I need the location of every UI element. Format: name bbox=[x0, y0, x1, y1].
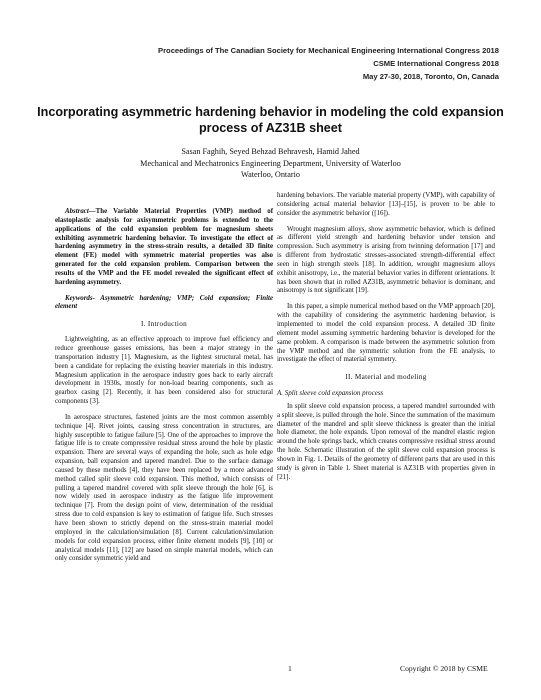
keywords-text: Asymmetric hardening; VMP; Cold expansion; Finite element bbox=[55, 294, 273, 311]
page-number: 1 bbox=[288, 664, 292, 673]
abstract-label: Abstract— bbox=[65, 208, 96, 215]
author-location: Waterloo, Ontario bbox=[241, 170, 300, 179]
paragraph: Lightweighting, as an effective approach to improve fuel efficiency and reduce greenhouse gasses emissions, has been a major strategy in the transportation industry [1]. Magnesium, as the lightest structural metal, has been a candidate for replacing the existing heavier materials in this industry. Magnesium application in the aerospace industry goes back to early aircraft development in 1930s, mostly for non-load bearing components, such as gearbox casing [2]. Recently, it has been considered also for structural components [3]. bbox=[55, 336, 273, 406]
paper-title: Incorporating asymmetric hardening behavior in modeling the cold expansion process of AZ31B sheet bbox=[37, 105, 504, 135]
subsection-heading: A. Split sleeve cold expansion process bbox=[277, 389, 384, 398]
keywords bbox=[55, 295, 273, 313]
paragraph: Wrought magnesium alloys, show asymmetric behavior, which is defined as different yield strength and hardening behavior under tension and compression. Such asymmetry is arising from twinning deformation [17] and is different from hydrostatic stresses-associated strength-differential effect seen in high strength steels [18]. In addition, wrought magnesium alloys exhibit anisotropy, i.e., the material behavior varies in different orientations. It has been shown that in rolled AZ31B, asymmetric behavior is dominant, and anisotropy is not significant [19]. bbox=[277, 225, 495, 295]
congress-name: CSME International Congress 2018 bbox=[373, 59, 499, 68]
author-affiliation: Mechanical and Mechatronics Engineering Department, University of Waterloo bbox=[140, 158, 401, 168]
paragraph: In this paper, a simple numerical method based on the VMP approach [20], with the capability of considering the asymmetric hardening behavior, is implemented to model the cold expansion process. A detailed 3D finite element model assuming symmetric hardening behavior is developed for the same problem. A comparison is made between the asymmetric solution from the VMP method and the symmetric solution from the FE analysis, to investigate the effect of material symmetry. bbox=[277, 303, 495, 364]
copyright-notice: Copyright © 2018 by CSME bbox=[400, 664, 488, 673]
paragraph: hardening behaviors. The variable material property (VMP), with capability of considering actual material behavior [13]–[15], is proven to be able to consider the asymmetric behavior ([16]). bbox=[277, 192, 495, 217]
paragraph: In split sleeve cold expansion process, a tapered mandrel surrounded with a split sleeve, is pulled through the hole. Since the summation of the maximum diameter of the mandrel and split sleeve thickness is greater than the initial hole diameter, the hole expands. Upon removal of the mandrel elastic region around the hole springs back, which creates compressive residual stress around the hole. Schematic illustration of the split sleeve cold expansion process is shown in Fig. 1. Details of the geometry of different parts that are used in this study is given in Table 1. Sheet material is AZ31B with properties given in [21]. bbox=[277, 402, 495, 481]
author-names: Sasan Faghih, Seyed Behzad Behravesh, Hamid Jahed bbox=[181, 147, 360, 156]
abstract-text: The Variable Material Properties (VMP) method of elastoplastic analysis for axisymmetric problems is extended to the applications of the cold expansion problem for magnesium sheets exhibiting asymmetric hardening behavior. To investigate the effect of hardening asymmetry in the stress-strain results, a detailed 3D finite element (FE) model with symmetric material properties was also generated for the cold expansion problem. Comparison between the results of the VMP and the FE model revealed the significant effect of hardening asymmetry. bbox=[55, 208, 273, 286]
keywords-label: Keywords- bbox=[65, 294, 95, 302]
section-heading-introduction: I. Introduction bbox=[140, 320, 188, 329]
right-column bbox=[277, 192, 495, 489]
conference-date-location: May 27-30, 2018, Toronto, On, Canada bbox=[362, 72, 499, 81]
left-column bbox=[55, 208, 273, 571]
paragraph: In aerospace structures, fastened joints are the most common assembly technique [4]. Rivet joints, causing stress concentration in structures, are highly susceptible to fatigue failure [5]. One of the approaches to improve the fatigue life is to create compressive residual stress around the hole by plastic expansion. There are several ways of expanding the hole, such as hole edge expansion, ball expansion and tapered mandrel. Due to the surface damage caused by these methods [4], they have been replaced by a more advanced method called split sleeve cold expansion. This method, which consists of pulling a tapered mandrel covered with split sleeve through the hole [6], is now widely used in aerospace industry as the fatigue life improvement technique [7]. From the design point of view, determination of the residual stress due to cold expansion is key to estimation of fatigue life. Such stresses have been shown to strictly depend on the stress-strain material model employed in the calculation/simulation [8]. Current calculation/simulation models for cold expansion process, either finite element models [9], [10] or analytical models [11], [12] are based on simple material models, which can only consider symmetric yield and bbox=[55, 413, 273, 563]
author-block bbox=[30, 146, 511, 181]
section-heading-material-modeling: II. Material and modeling bbox=[345, 373, 427, 382]
abstract bbox=[55, 208, 273, 288]
conference-name: Proceedings of The Canadian Society for Mechanical Engineering International Congress 2018 bbox=[158, 46, 499, 55]
